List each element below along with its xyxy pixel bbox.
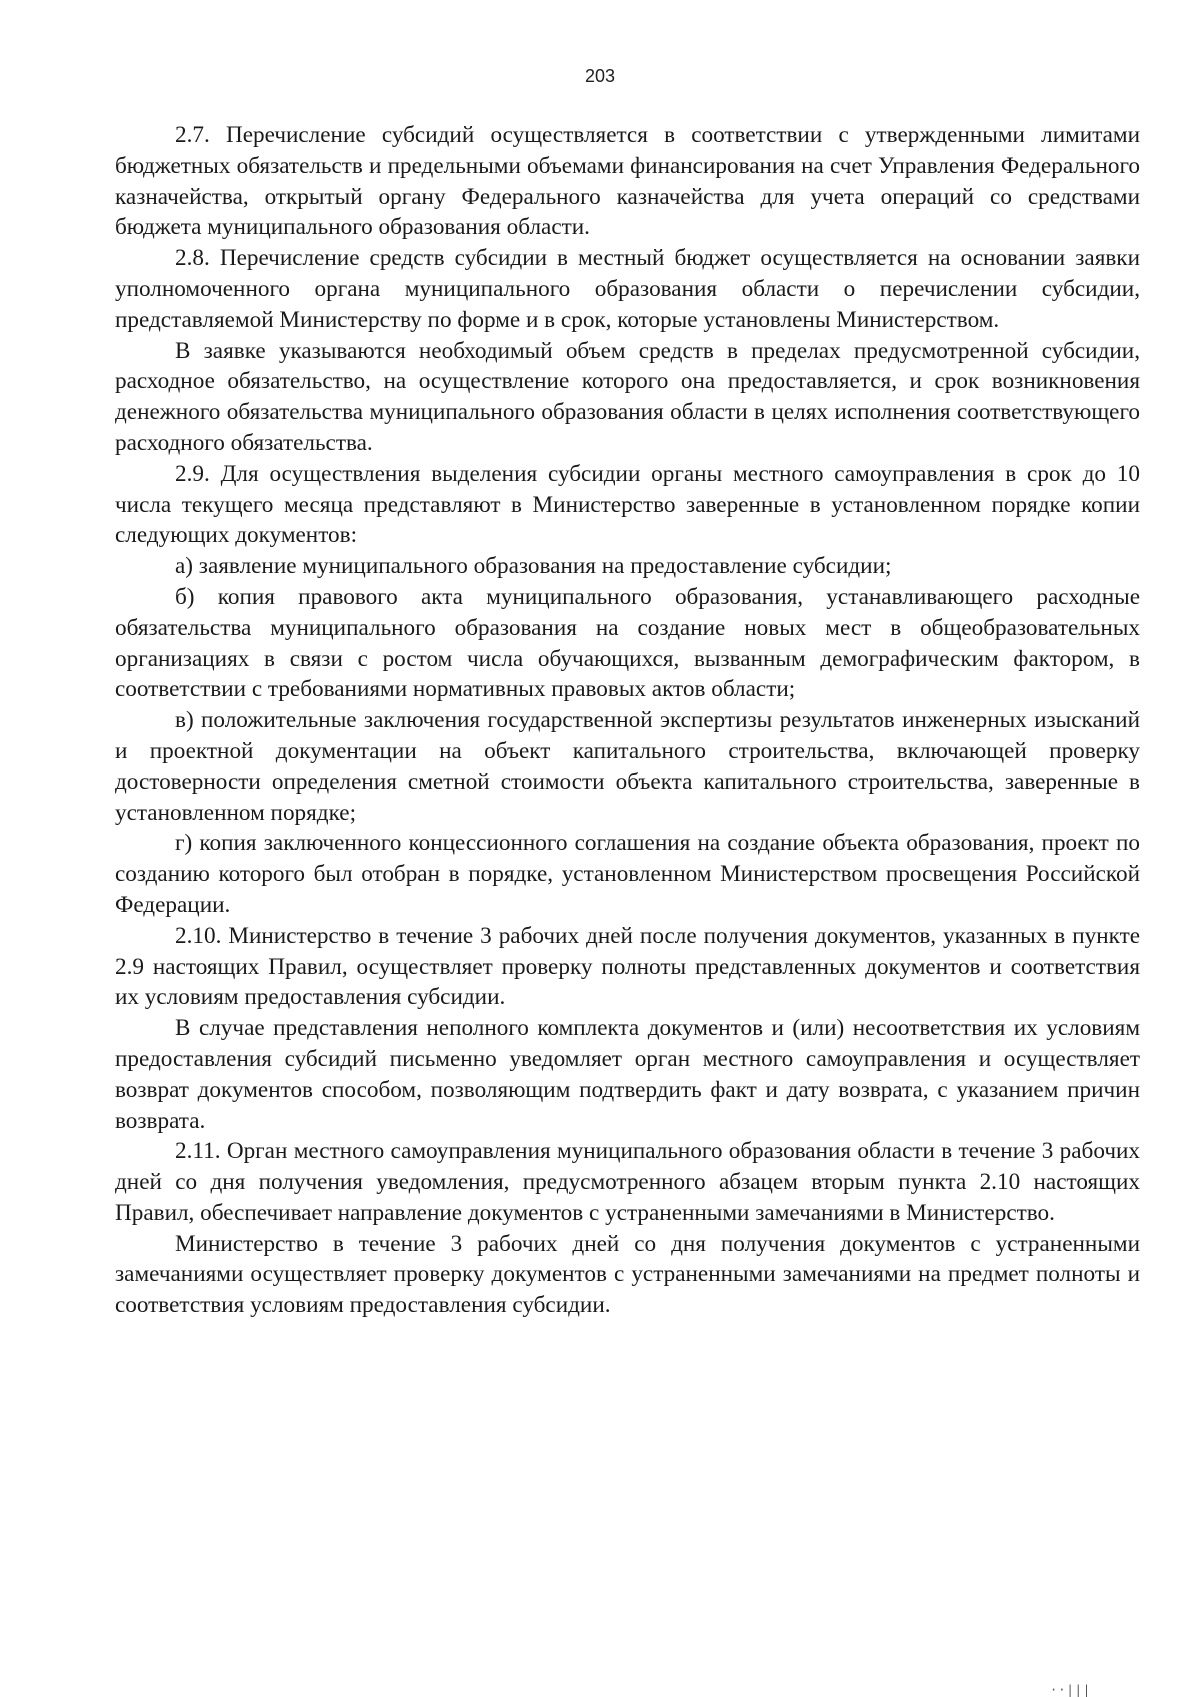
- document-body: [115, 120, 1140, 1321]
- list-item-b: б) копия правового акта муниципального образования, устанавливающего расходные обязательства муниципального образования на создание новых мест в общеобразовательных организациях в связи с ростом числа обучающихся, вызванным демографическим фактором, в соответствии с требованиями нормативных правовых актов области;: [115, 583, 1140, 703]
- paragraph-2-8-application: В заявке указываются необходимый объем средств в пределах предусмотренной субсидии, расходное обязательство, на осуществление которого она предоставляется, и срок возникновения денежного обязательства муниципального образования области в целях исполнения соответствующего расходного обязательства.: [115, 337, 1140, 456]
- paragraph-2-9: 2.9. Для осуществления выделения субсидии органы местного самоуправления в срок до 10 числа текущего месяца представляют в Министерство заверенные в установленном порядке копии следующих документов:: [115, 460, 1140, 549]
- paragraph-2-11-ministry: Министерство в течение 3 рабочих дней со дня получения документов с устраненными замечаниями осуществляет проверку документов с устраненными замечаниями на предмет полноты и соответствия условиям предоставления субсидии.: [115, 1230, 1140, 1319]
- list-item-g: г) копия заключенного концессионного соглашения на создание объекта образования, проект по созданию которого был отобран в порядке, установленном Министерством просвещения Российской Федерации.: [115, 830, 1140, 918]
- scan-edge-mark: ··|||: [1050, 1683, 1092, 1697]
- paragraph-2-11: 2.11. Орган местного самоуправления муниципального образования области в течение 3 рабочих дней со дня получения уведомления, предусмотренного абзацем вторым пункта 2.10 настоящих Правил, обеспечивает направление документов с устраненными замечаниями в Министерство.: [115, 1138, 1140, 1226]
- paragraph-2-8: 2.8. Перечисление средств субсидии в местный бюджет осуществляется на основании заявки уполномоченного органа муниципального образования области о перечислении субсидии, представляемой Министерству по форме и в срок, которые установлены Министерством.: [115, 245, 1140, 333]
- list-item-a: а) заявление муниципального образования на предоставление субсидии;: [175, 553, 892, 580]
- page-number: 203: [584, 66, 616, 86]
- paragraph-2-7: 2.7. Перечисление субсидий осуществляется в соответствии с утвержденными лимитами бюджетных обязательств и предельными объемами финансирования на счет Управления Федерального казначейства, открытый органу Федерального казначейства для учета операций со средствами бюджета муниципального образования области.: [115, 122, 1140, 241]
- paragraph-2-10: 2.10. Министерство в течение 3 рабочих дней после получения документов, указанных в пункте 2.9 настоящих Правил, осуществляет проверку полноты представленных документов и соответствия их условиям предоставления субсидии.: [115, 922, 1140, 1011]
- list-item-v: в) положительные заключения государственной экспертизы результатов инженерных изысканий и проектной документации на объект капитального строительства, включающей проверку достоверности определения сметной стоимости объекта капитального строительства, заверенные в установленном порядке;: [115, 707, 1140, 826]
- paragraph-2-10-incomplete: В случае представления неполного комплекта документов и (или) несоответствия их условиям предоставления субсидий письменно уведомляет орган местного самоуправления и осуществляет возврат документов способом, позволяющим подтвердить факт и дату возврата, с указанием причин возврата.: [115, 1015, 1140, 1134]
